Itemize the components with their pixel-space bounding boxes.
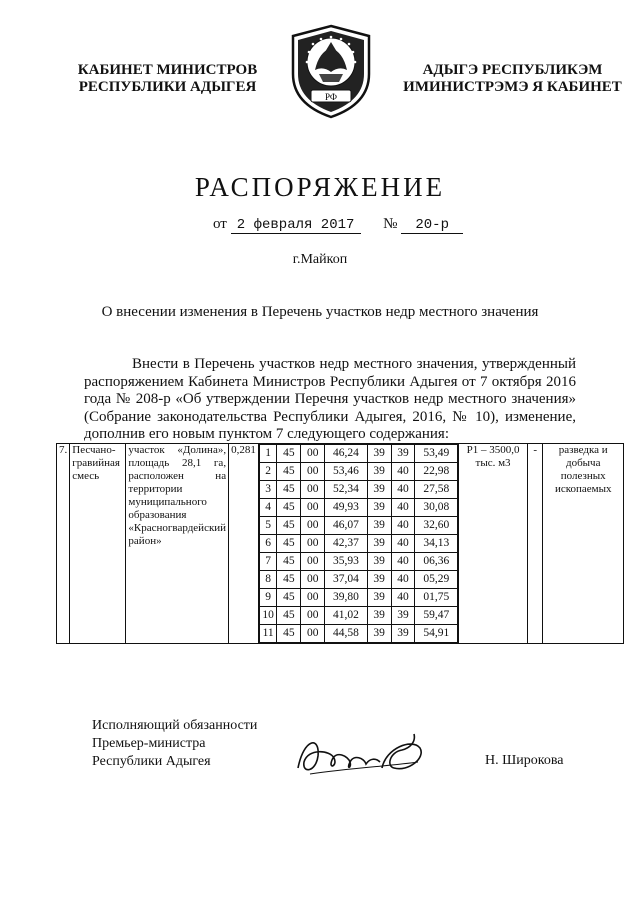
resources-line-2: тыс. м3 [475,457,511,469]
coordinate-value: 39 [367,445,391,463]
number-label: № [383,216,398,232]
from-label: от [213,216,227,232]
coordinate-value: 39,80 [325,589,368,607]
coordinate-value: 39 [367,571,391,589]
document-subject: О внесении изменения в Перечень участков недр местного значения [101,304,539,320]
coordinate-value: 46,24 [325,445,368,463]
coordinate-value: 37,04 [325,571,368,589]
coordinate-value: 39 [391,445,415,463]
coordinate-value: 40 [391,463,415,481]
coordinate-value: 46,07 [325,517,368,535]
coordinate-value: 52,34 [325,481,368,499]
coordinate-value: 2 [259,463,277,481]
coordinate-row [259,535,457,553]
coordinate-row [259,571,457,589]
coordinate-value: 27,58 [415,481,458,499]
emblem-text: РФ [325,92,337,102]
coordinates-cell [258,444,458,644]
coordinate-value: 39 [367,589,391,607]
coat-of-arms-icon [285,22,377,120]
coordinate-value: 9 [259,589,277,607]
coordinate-value: 3 [259,481,277,499]
coordinate-value: 39 [367,553,391,571]
coordinate-value: 00 [301,589,325,607]
issuer-line-2: РЕСПУБЛИКИ АДЫГЕЯ [78,79,257,95]
issuer-line-1: КАБИНЕТ МИНИСТРОВ [77,62,258,78]
signatory-line-1: Исполняющий обязанности [92,718,258,733]
coordinate-value: 00 [301,535,325,553]
coordinate-value: 39 [391,625,415,643]
purpose-cell: разведка и добыча полезных ископаемых [543,444,624,644]
coordinate-value: 40 [391,571,415,589]
body-paragraph: Внести в Перечень участков недр местного значения, утвержденный распоряжением Кабинета Министров Республики Адыгея от 7 октября 2016 года № 208-р «Об утверждении Перечня участков недр местного значения» (Собрание законодательства Республики Адыгея, 2016, № 10), изменение, дополнив его новым пунктом 7 следующего содержания: [84,356,576,442]
coordinate-value: 39 [367,463,391,481]
order-date: 2 февраля 2017 [231,217,361,234]
coordinate-row [259,589,457,607]
coordinate-value: 05,29 [415,571,458,589]
coordinate-value: 45 [277,499,301,517]
order-number: 20-р [401,217,463,234]
coordinate-value: 11 [259,625,277,643]
handwritten-signature [290,728,430,788]
coordinate-value: 5 [259,517,277,535]
coordinate-value: 49,93 [325,499,368,517]
coordinate-value: 10 [259,607,277,625]
coordinate-value: 40 [391,481,415,499]
coordinate-value: 39 [367,481,391,499]
coordinate-value: 45 [277,463,301,481]
coordinate-value: 45 [277,607,301,625]
location-cell: участок «Долина», площадь 28,1 га, расположен на территории муниципального образования «Красногвардейский район» [126,444,229,644]
coordinate-value: 35,93 [325,553,368,571]
coordinate-value: 39 [367,625,391,643]
coordinate-value: 00 [301,445,325,463]
coordinate-value: 45 [277,445,301,463]
order-date-line [213,216,463,234]
issuer-name-adyghe [395,62,630,96]
coordinate-row [259,445,457,463]
issuer-adyghe-line-1: АДЫГЭ РЕСПУБЛИКЭМ [422,62,603,78]
coordinate-value: 39 [367,499,391,517]
coordinate-value: 53,46 [325,463,368,481]
signatory-line-3: Республики Адыгея [92,754,211,769]
coordinate-value: 45 [277,481,301,499]
dash-cell: - [528,444,543,644]
city: г.Майкоп [292,252,348,267]
table-row [57,444,624,644]
coordinate-value: 34,13 [415,535,458,553]
deposit-table [56,443,624,644]
coordinates-table [259,444,458,643]
coordinate-value: 06,36 [415,553,458,571]
coordinate-value: 40 [391,553,415,571]
coordinate-value: 53,49 [415,445,458,463]
coordinate-value: 40 [391,517,415,535]
coordinate-value: 45 [277,535,301,553]
coordinate-value: 01,75 [415,589,458,607]
coordinate-value: 45 [277,625,301,643]
issuer-adyghe-line-2: ИМИНИСТРЭМЭ Я КАБИНЕТ [403,79,622,95]
coordinate-value: 6 [259,535,277,553]
signatory-title [92,717,257,771]
coordinate-value: 1 [259,445,277,463]
coordinate-value: 39 [367,607,391,625]
coordinate-row [259,463,457,481]
resources-line-1: P1 – 3500,0 [466,444,520,456]
signatory-name: Н. Широкова [485,753,564,768]
coordinate-row [259,499,457,517]
coordinate-row [259,607,457,625]
coordinate-value: 45 [277,553,301,571]
coordinate-row [259,553,457,571]
coordinate-value: 00 [301,571,325,589]
coordinate-row [259,517,457,535]
coordinate-value: 45 [277,589,301,607]
coordinate-value: 40 [391,535,415,553]
coordinate-row [259,625,457,643]
coordinate-value: 7 [259,553,277,571]
area-cell: 0,281 [229,444,259,644]
coordinate-value: 44,58 [325,625,368,643]
row-number: 7. [57,444,70,644]
coordinate-value: 40 [391,499,415,517]
mineral-cell: Песчано-гравийная смесь [70,444,126,644]
document-title: РАСПОРЯЖЕНИЕ [194,172,446,202]
coordinate-value: 00 [301,481,325,499]
coordinate-value: 40 [391,589,415,607]
signatory-line-2: Премьер-министра [92,736,206,751]
coordinate-value: 00 [301,625,325,643]
coordinate-value: 00 [301,463,325,481]
coordinate-value: 39 [367,535,391,553]
coordinate-value: 41,02 [325,607,368,625]
coordinate-value: 39 [367,517,391,535]
coordinate-row [259,481,457,499]
coordinate-value: 8 [259,571,277,589]
issuer-name-russian [70,62,265,96]
coordinate-value: 39 [391,607,415,625]
coordinate-value: 42,37 [325,535,368,553]
coordinate-value: 00 [301,553,325,571]
coordinate-value: 45 [277,571,301,589]
coordinate-value: 00 [301,499,325,517]
coordinate-value: 54,91 [415,625,458,643]
coordinate-value: 00 [301,607,325,625]
coordinate-value: 30,08 [415,499,458,517]
coordinate-value: 32,60 [415,517,458,535]
coordinate-value: 59,47 [415,607,458,625]
resources-cell [459,444,528,644]
coordinate-value: 22,98 [415,463,458,481]
coordinate-value: 45 [277,517,301,535]
coordinate-value: 4 [259,499,277,517]
coordinate-value: 00 [301,517,325,535]
